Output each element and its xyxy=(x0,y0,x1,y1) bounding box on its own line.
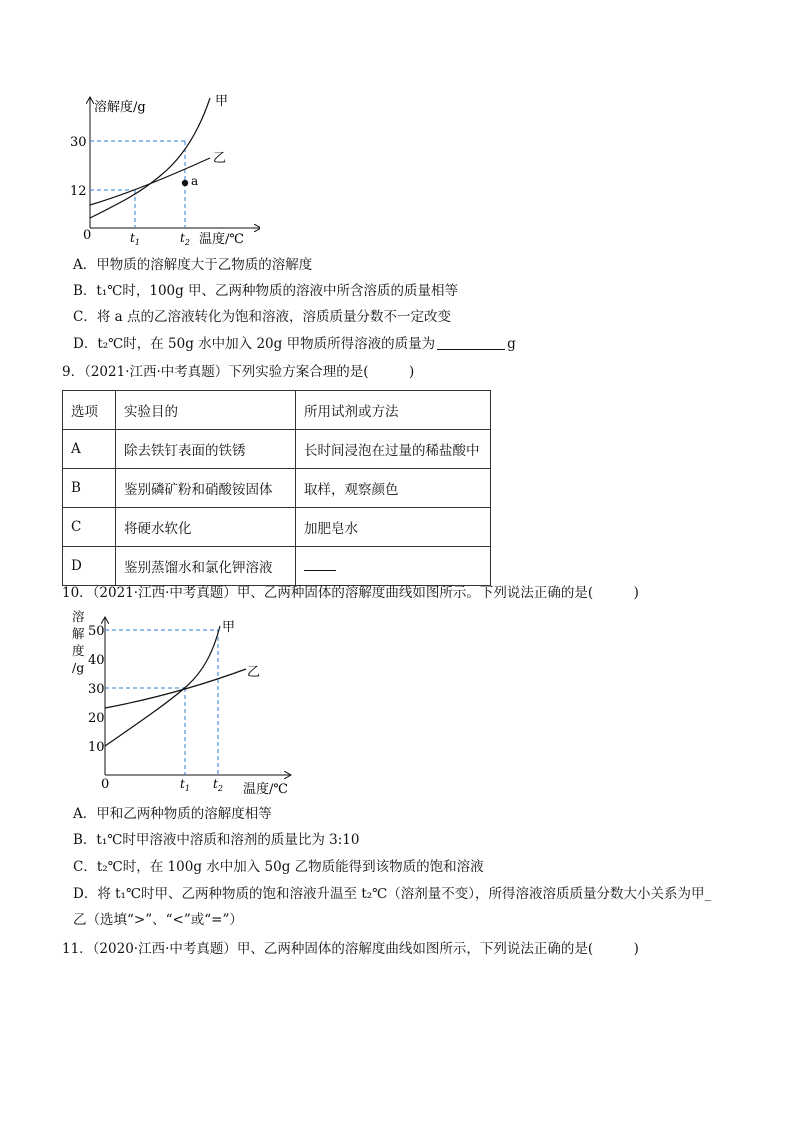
q8-option-d-unit: g xyxy=(507,336,516,352)
solubility-graph-2 xyxy=(68,608,298,798)
ytick-10: 10 xyxy=(88,740,105,755)
header-method: 所用试剂或方法 xyxy=(296,391,491,430)
row-purpose: 将硬水软化 xyxy=(116,508,296,547)
ytick-30: 30 xyxy=(88,682,105,697)
answer-blank xyxy=(437,335,505,350)
origin-label: 0 xyxy=(83,228,92,243)
row-option: A xyxy=(63,430,116,469)
answer-blank xyxy=(304,558,336,571)
xtick-t1: $t_1$ xyxy=(130,231,140,247)
curve-jia xyxy=(90,98,210,218)
q9-stem: 9．（2021·江西·中考真题）下列实验方案合理的是( ) xyxy=(62,364,415,380)
xtick-t2: $t_2$ xyxy=(213,777,223,793)
q8-option-b: B．t₁℃时，100g 甲、乙两种物质的溶液中所含溶质的质量相等 xyxy=(73,283,459,299)
origin-label: 0 xyxy=(101,777,110,792)
curve-yi-label: 乙 xyxy=(213,151,227,166)
table-row xyxy=(63,508,491,547)
q10-option-d-line1: D．将 t₁℃时甲、乙两种物质的饱和溶液升温至 t₂℃（溶剂量不变），所得溶液溶质质量分数大小关系为甲_ xyxy=(73,886,712,902)
table-row xyxy=(63,430,491,469)
ytick-30: 30 xyxy=(70,135,87,150)
ytick-50: 50 xyxy=(88,624,105,639)
header-purpose: 实验目的 xyxy=(116,391,296,430)
xlabel: 温度/℃ xyxy=(243,782,288,797)
curve-jia xyxy=(105,626,220,746)
row-method: 长时间浸泡在过量的稀盐酸中 xyxy=(296,430,491,469)
xtick-t2: $t_2$ xyxy=(180,231,190,247)
row-method: 加肥皂水 xyxy=(296,508,491,547)
ytick-20: 20 xyxy=(88,711,105,726)
xtick-t1: $t_1$ xyxy=(180,777,190,793)
q10-stem: 10．（2021·江西·中考真题）甲、乙两种固体的溶解度曲线如图所示。下列说法正确的是( ) xyxy=(62,585,639,601)
ylabel: 溶 解 度 /g xyxy=(72,609,85,675)
ylabel: 溶解度/g xyxy=(94,100,146,115)
row-option: D xyxy=(63,547,116,586)
table-row xyxy=(63,469,491,508)
row-method xyxy=(296,547,491,586)
point-a xyxy=(182,180,188,186)
xlabel: 温度/℃ xyxy=(199,232,244,247)
row-method: 取样，观察颜色 xyxy=(296,469,491,508)
header-option: 选项 xyxy=(63,391,116,430)
curve-yi-label: 乙 xyxy=(247,665,261,680)
table-row xyxy=(63,547,491,586)
q11-stem: 11．（2020·江西·中考真题）甲、乙两种固体的溶解度曲线如图所示，下列说法正确的是( ) xyxy=(62,941,639,957)
row-purpose: 鉴别磷矿粉和硝酸铵固体 xyxy=(116,469,296,508)
row-purpose: 鉴别蒸馏水和氯化钾溶液 xyxy=(116,547,296,586)
experiment-table xyxy=(62,390,491,586)
q10-option-b: B．t₁℃时甲溶液中溶质和溶剂的质量比为 3:10 xyxy=(73,832,360,848)
q8-option-d-text: D．t₂℃时，在 50g 水中加入 20g 甲物质所得溶液的质量为 xyxy=(73,336,436,352)
curve-jia-label: 甲 xyxy=(215,94,229,109)
q10-option-c: C．t₂℃时，在 100g 水中加入 50g 乙物质能得到该物质的饱和溶液 xyxy=(73,859,484,875)
point-a-label: a xyxy=(191,174,199,188)
q8-option-a: A．甲物质的溶解度大于乙物质的溶解度 xyxy=(73,257,313,273)
row-purpose: 除去铁钉表面的铁锈 xyxy=(116,430,296,469)
table-header-row xyxy=(63,391,491,430)
q8-option-c: C．将 a 点的乙溶液转化为饱和溶液，溶质质量分数不一定改变 xyxy=(73,309,451,325)
ytick-12: 12 xyxy=(70,184,87,199)
ytick-40: 40 xyxy=(88,653,105,668)
q10-option-a: A．甲和乙两种物质的溶解度相等 xyxy=(73,806,272,822)
q8-option-d xyxy=(73,334,516,354)
solubility-graph-1 xyxy=(60,88,260,253)
row-option: C xyxy=(63,508,116,547)
curve-jia-label: 甲 xyxy=(222,620,236,635)
q10-option-d-line2: 乙（选填“>”、“<”或“=”） xyxy=(73,912,243,928)
row-option: B xyxy=(63,469,116,508)
